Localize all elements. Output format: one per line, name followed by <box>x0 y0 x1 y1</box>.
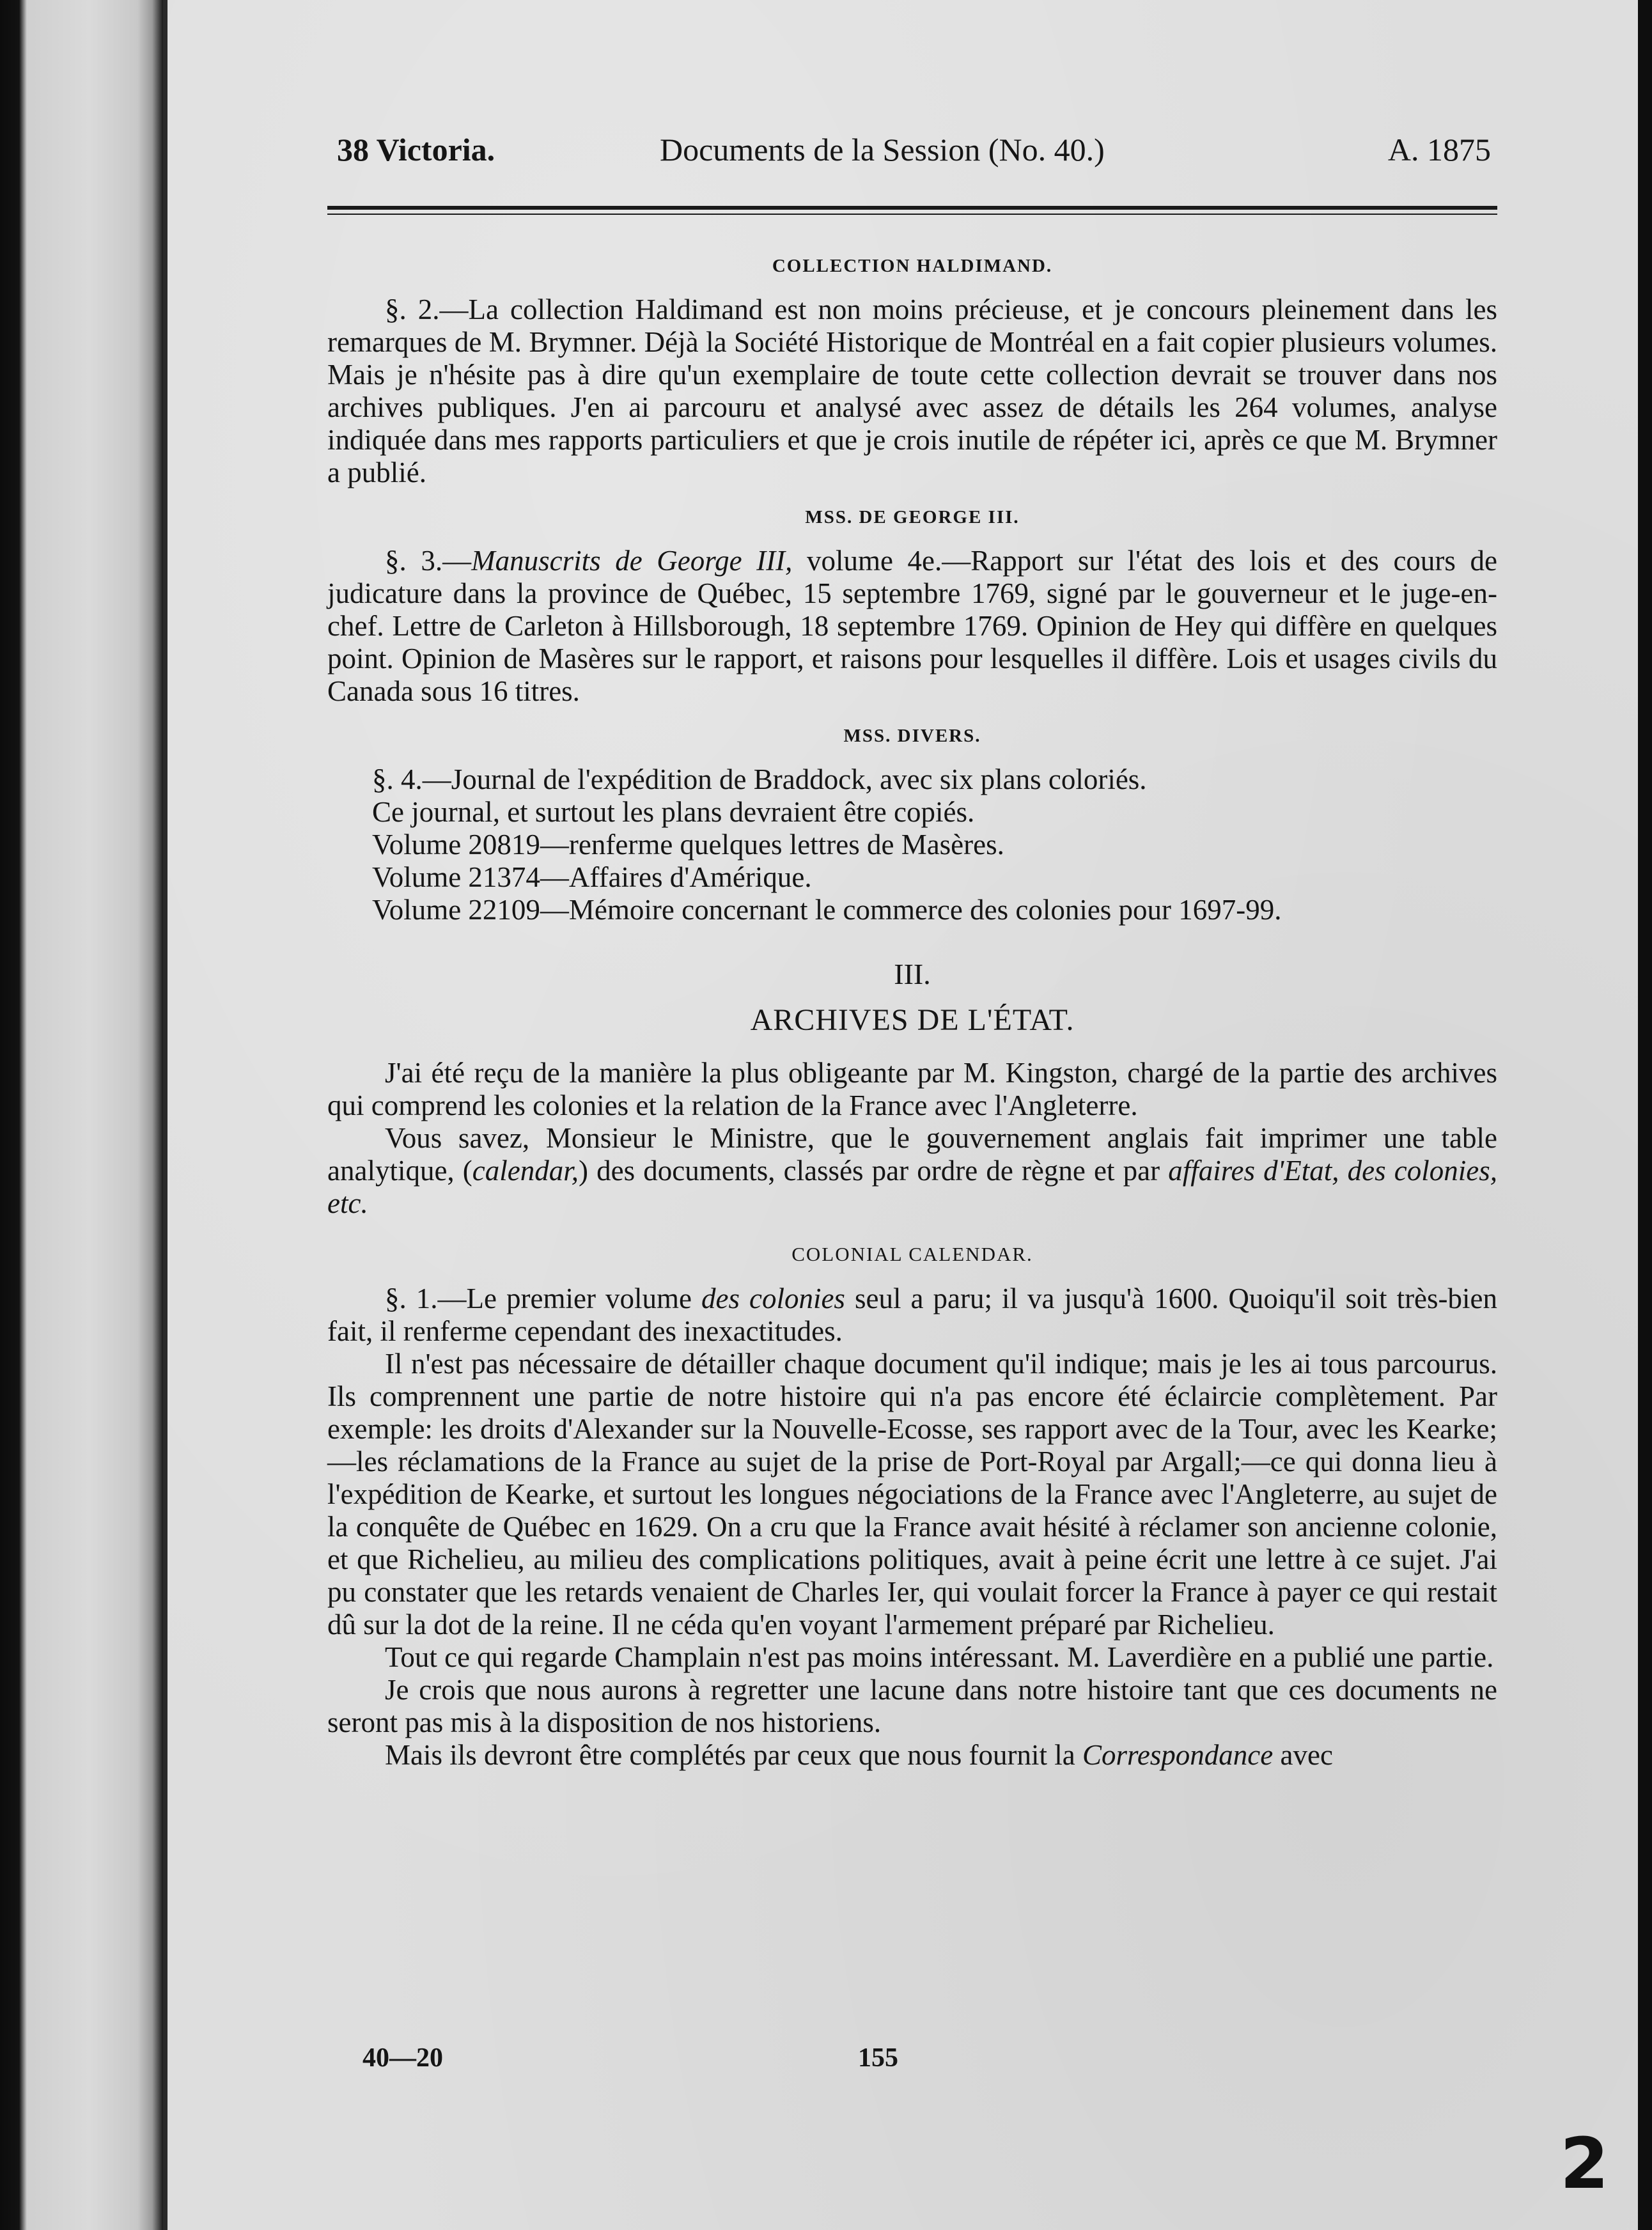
italic-run: calendar, <box>472 1155 579 1187</box>
paragraph-calendar-3: Tout ce qui regarde Champlain n'est pas moins intéressant. M. Laverdière en a publié une partie. <box>385 1641 1494 1673</box>
italic-run: des colonies <box>701 1283 845 1314</box>
running-head <box>327 131 1497 182</box>
text-run: ) des documents, classés par ordre de règne et par <box>579 1155 1169 1187</box>
list-item: Volume 22109—Mémoire concernant le commerce des colonies pour 1697-99. <box>372 894 1282 926</box>
paragraph-haldimand: §. 2.—La collection Haldimand est non moins précieuse, et je concours pleinement dans les remarques de M. Brymner. Déjà la Société Historique de Montréal en a fait copier plusieurs volumes. Mais je n'hésite pas à dire qu'un exemplaire de toute cette collection devrait se trouver dans nos archives publiques. J'en ai parcouru et analysé avec assez de détails les 264 volumes, analyse indiquée dans mes rapports particuliers et que je crois inutile de répéter ici, après ce que M. Brymner a publié. <box>327 293 1497 488</box>
italic-run: Correspondance <box>1082 1739 1274 1771</box>
section-heading-calendar: COLONIAL CALENDAR. <box>791 1243 1033 1265</box>
text-run: seul a paru; il va jusqu'à 1600. Quoiqu'il soit très-bien fait, il renferme cependant des inexactitudes. <box>327 1283 1498 1347</box>
header-rule-thick <box>327 206 1497 210</box>
paragraph-calendar-5 <box>327 1739 1497 1772</box>
text-run: Mais ils devront être complétés par ceux que nous fournit la <box>385 1739 1082 1771</box>
book-gutter <box>0 0 163 2230</box>
paragraph-calendar-4: Je crois que nous aurons à regretter une lacune dans notre histoire tant que ces documents ne seront pas mis à la disposition de nos historiens. <box>327 1674 1497 1738</box>
list-item: Volume 21374—Affaires d'Amérique. <box>372 861 812 893</box>
page-number: 155 <box>858 2043 898 2073</box>
text-run: §. 3.— <box>385 545 472 577</box>
running-head-center: Documents de la Session (No. 40.) <box>660 132 1105 168</box>
list-item: Ce journal, et surtout les plans devraient être copiés. <box>372 796 975 828</box>
section-heading-haldimand: COLLECTION HALDIMAND. <box>772 256 1053 276</box>
text-run: Vous savez, Monsieur le Ministre, que le gouvernement anglais fait imprimer une table analytique, ( <box>327 1122 1497 1187</box>
paragraph-archives-1: J'ai été reçu de la manière la plus obligeante par M. Kingston, chargé de la partie des archives qui comprend les colonies et la relation de la France avec l'Angleterre. <box>327 1057 1497 1121</box>
text-run: avec <box>1273 1739 1333 1771</box>
corner-mark: 2 <box>1560 2123 1609 2204</box>
paragraph-george <box>327 545 1497 708</box>
page-footer <box>327 2043 1497 2081</box>
running-head-left: 38 Victoria. <box>337 132 495 168</box>
divers-list <box>327 763 1497 926</box>
text-run: volume 4e.—Rapport sur l'état des lois et des cours de judicature dans la province de Québec, 15 septembre 1769, signé par le gouverneur et le juge-en-chef. Lettre de Carleton à Hillsborough, 18 septembre 1769. Opinion de Hey qui diffère en quelques point. Opinion de Masères sur le rapport, et raisons pour lesquelles il diffère. Lois et usages civils du Canada sous 16 titres. <box>327 545 1498 707</box>
text-run: §. 1.—Le premier volume <box>385 1283 701 1314</box>
italic-run: affaires d'Etat, des colonies, etc. <box>327 1155 1497 1219</box>
list-item: §. 4.—Journal de l'expédition de Braddock, avec six plans coloriés. <box>372 763 1147 795</box>
chapter-title: ARCHIVES DE L'ÉTAT. <box>750 1003 1075 1037</box>
italic-run: Manuscrits de George III, <box>471 545 793 577</box>
signature-mark: 40—20 <box>362 2043 443 2073</box>
paragraph-calendar-2: Il n'est pas nécessaire de détailler chaque document qu'il indique; mais je les ai tous parcourus. Ils comprennent une partie de notre histoire qui n'a pas encore été éclaircie complètement. Par exemple: les droits d'Alexander sur la Nouvelle-Ecosse, ses rapport avec de la Tour, avec les Kearke;—les réclamations de la France au sujet de la prise de Port-Royal par Argall;—ce qui donna lieu à l'expédition de Kearke, et surtout les longues négociations de la France avec l'Angleterre, au sujet de la conquête de Québec en 1629. On a cru que la France avait hésité à réclamer son ancienne colonie, et que Richelieu, au milieu des complications politiques, avait à peine écrit une lettre à ce sujet. J'ai pu constater que les retards venaient de Charles Ier, qui voulait forcer la France à payer ce qui restait dû sur la dot de la reine. Il ne céda qu'en voyant l'armement préparé par Richelieu. <box>327 1348 1497 1641</box>
section-heading-george: MSS. DE GEORGE III. <box>805 507 1020 527</box>
running-head-right: A. 1875 <box>1387 132 1491 168</box>
body-text <box>327 230 1497 1772</box>
chapter-number: III. <box>894 958 931 990</box>
header-rule-thin <box>327 214 1497 215</box>
paragraph-archives-2 <box>327 1122 1497 1220</box>
scan-edge <box>1638 0 1652 2230</box>
section-heading-divers: MSS. DIVERS. <box>843 726 981 746</box>
paragraph-calendar-1 <box>327 1283 1497 1348</box>
document-page <box>168 0 1638 2230</box>
list-item: Volume 20819—renferme quelques lettres de Masères. <box>372 829 1004 861</box>
